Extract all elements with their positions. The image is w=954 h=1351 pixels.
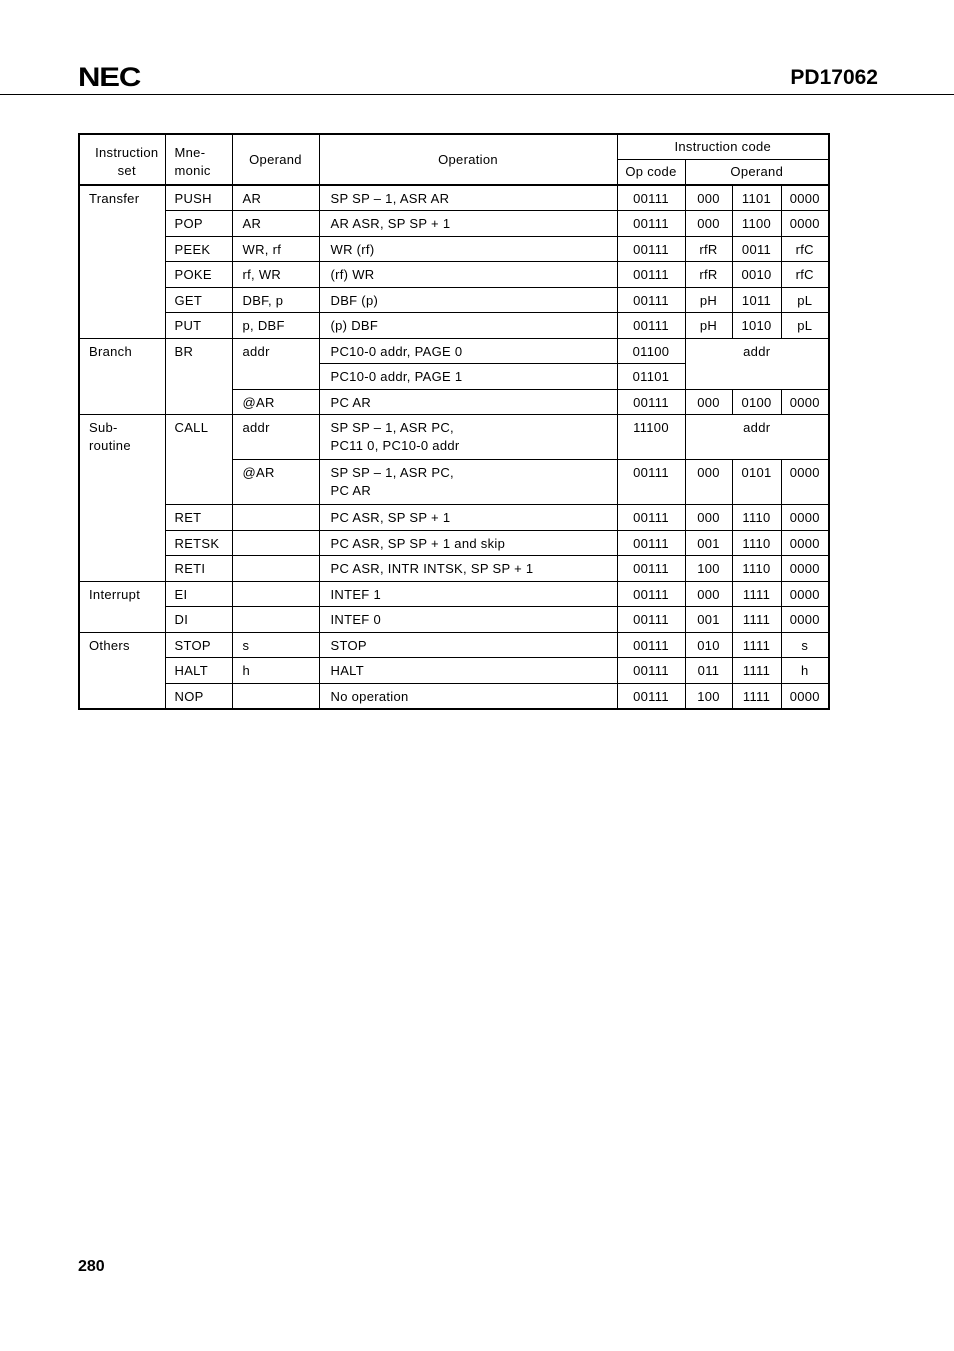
operation-cell: (rf) WR [319,262,617,288]
mnemonic-cell: BR [165,338,232,415]
table-row [79,683,829,709]
operand-cell [232,683,319,709]
mnemonic-cell: PEEK [165,236,232,262]
code-operand-cell: rfR [685,262,732,288]
code-operand-cell: 1111 [732,683,781,709]
opcode-cell: 00111 [617,530,685,556]
code-operand-cell: 1111 [732,607,781,633]
table-row [79,338,829,364]
code-operand-cell: h [781,658,829,684]
table-row [79,607,829,633]
operand-cell: p, DBF [232,313,319,339]
operand-cell [232,530,319,556]
table-row [79,658,829,684]
code-operand-cell: 100 [685,683,732,709]
operation-cell: PC ASR, SP SP + 1 and skip [319,530,617,556]
code-operand-cell: 1111 [732,581,781,607]
code-operand-cell: 1011 [732,287,781,313]
code-operand-cell: 0000 [781,185,829,211]
operation-cell: SP SP – 1, ASR PC, PC AR [319,460,617,505]
code-operand-cell: pL [781,287,829,313]
opcode-cell: 11100 [617,415,685,460]
header-op-code: Op code [617,160,685,186]
mnemonic-cell: PUT [165,313,232,339]
mnemonic-cell: HALT [165,658,232,684]
operand-cell: WR, rf [232,236,319,262]
code-operand-cell: 100 [685,556,732,582]
mnemonic-cell: RETSK [165,530,232,556]
mnemonic-cell: POP [165,211,232,237]
code-operand-cell: 0010 [732,262,781,288]
opcode-cell: 01100 [617,338,685,364]
code-operand-cell: 000 [685,211,732,237]
code-operand-cell: 001 [685,607,732,633]
opcode-cell: 00111 [617,460,685,505]
opcode-cell: 00111 [617,211,685,237]
opcode-cell: 00111 [617,581,685,607]
table-row [79,262,829,288]
table-row [79,185,829,211]
code-operand-cell: addr [685,415,829,460]
operation-cell: PC ASR, INTR INTSK, SP SP + 1 [319,556,617,582]
table-row [79,415,829,460]
code-operand-cell: 0000 [781,505,829,531]
code-operand-cell: 000 [685,505,732,531]
code-operand-cell: 1111 [732,632,781,658]
code-operand-cell: addr [685,338,829,389]
operation-cell: PC10-0 addr, PAGE 1 [319,364,617,390]
code-operand-cell: pH [685,287,732,313]
code-operand-cell: 1110 [732,556,781,582]
opcode-cell: 00111 [617,607,685,633]
instruction-table [78,133,830,710]
group-subroutine: Sub- routine [79,415,165,582]
table-row [79,581,829,607]
operation-cell: INTEF 1 [319,581,617,607]
operation-cell: PC AR [319,389,617,415]
group-branch: Branch [79,338,165,415]
operation-cell: No operation [319,683,617,709]
header-operation: Operation [319,134,617,185]
operand-cell: s [232,632,319,658]
code-operand-cell: 0100 [732,389,781,415]
table-row [79,530,829,556]
code-operand-cell: 1110 [732,530,781,556]
header-mnemonic: Mne- monic [165,134,232,185]
operation-cell: AR ASR, SP SP + 1 [319,211,617,237]
operation-cell: HALT [319,658,617,684]
header-operand: Operand [232,134,319,185]
opcode-cell: 00111 [617,658,685,684]
code-operand-cell: rfC [781,262,829,288]
opcode-cell: 00111 [617,632,685,658]
operand-cell: @AR [232,389,319,415]
opcode-cell: 00111 [617,185,685,211]
code-operand-cell: 0000 [781,389,829,415]
code-operand-cell: 0000 [781,556,829,582]
code-operand-cell: 000 [685,389,732,415]
operand-cell: h [232,658,319,684]
mnemonic-cell: EI [165,581,232,607]
group-transfer: Transfer [79,185,165,338]
code-operand-cell: pL [781,313,829,339]
operand-cell: AR [232,185,319,211]
header-instruction-set: Instruction set [79,134,165,185]
code-operand-cell: 0000 [781,211,829,237]
code-operand-cell: 1010 [732,313,781,339]
header-instruction-code: Instruction code [617,134,829,160]
operation-cell: STOP [319,632,617,658]
mnemonic-cell: PUSH [165,185,232,211]
code-operand-cell: 1111 [732,658,781,684]
table-row [79,211,829,237]
header-code-operand: Operand [685,160,829,186]
code-operand-cell: 0000 [781,607,829,633]
table-row [79,556,829,582]
code-operand-cell: s [781,632,829,658]
code-operand-cell: 000 [685,581,732,607]
mnemonic-cell: RETI [165,556,232,582]
document-title: PD17062 [790,66,878,89]
code-operand-cell: rfR [685,236,732,262]
code-operand-cell: 0011 [732,236,781,262]
mnemonic-cell: STOP [165,632,232,658]
code-operand-cell: 001 [685,530,732,556]
code-operand-cell: 0000 [781,683,829,709]
code-operand-cell: 1100 [732,211,781,237]
table-row [79,632,829,658]
operand-cell [232,505,319,531]
opcode-cell: 00111 [617,683,685,709]
operand-cell [232,556,319,582]
operation-cell: INTEF 0 [319,607,617,633]
code-operand-cell: pH [685,313,732,339]
header-rule [0,94,954,95]
code-operand-cell: 0000 [781,530,829,556]
operation-cell: (p) DBF [319,313,617,339]
code-operand-cell: 010 [685,632,732,658]
code-operand-cell: rfC [781,236,829,262]
code-operand-cell: 0000 [781,460,829,505]
table-row [79,287,829,313]
code-operand-cell: 011 [685,658,732,684]
operand-cell: @AR [232,460,319,505]
opcode-cell: 00111 [617,556,685,582]
code-operand-cell: 1110 [732,505,781,531]
group-interrupt: Interrupt [79,581,165,632]
operand-cell [232,607,319,633]
operand-cell: rf, WR [232,262,319,288]
mnemonic-cell: CALL [165,415,232,505]
mnemonic-cell: RET [165,505,232,531]
opcode-cell: 01101 [617,364,685,390]
operation-cell: PC ASR, SP SP + 1 [319,505,617,531]
mnemonic-cell: GET [165,287,232,313]
table-row [79,313,829,339]
operand-cell [232,581,319,607]
opcode-cell: 00111 [617,236,685,262]
page-number: 280 [78,1258,105,1275]
opcode-cell: 00111 [617,287,685,313]
code-operand-cell: 1101 [732,185,781,211]
group-others: Others [79,632,165,709]
opcode-cell: 00111 [617,262,685,288]
mnemonic-cell: NOP [165,683,232,709]
operation-cell: SP SP – 1, ASR AR [319,185,617,211]
operation-cell: PC10-0 addr, PAGE 0 [319,338,617,364]
table-row [79,236,829,262]
table-row [79,505,829,531]
opcode-cell: 00111 [617,505,685,531]
mnemonic-cell: DI [165,607,232,633]
operand-cell: addr [232,338,319,389]
operation-cell: WR (rf) [319,236,617,262]
opcode-cell: 00111 [617,389,685,415]
nec-logo: NEC [78,62,141,92]
operation-cell: SP SP – 1, ASR PC, PC11 0, PC10-0 addr [319,415,617,460]
opcode-cell: 00111 [617,313,685,339]
mnemonic-cell: POKE [165,262,232,288]
code-operand-cell: 0101 [732,460,781,505]
operation-cell: DBF (p) [319,287,617,313]
operand-cell: addr [232,415,319,460]
operand-cell: AR [232,211,319,237]
code-operand-cell: 000 [685,460,732,505]
code-operand-cell: 0000 [781,581,829,607]
code-operand-cell: 000 [685,185,732,211]
operand-cell: DBF, p [232,287,319,313]
